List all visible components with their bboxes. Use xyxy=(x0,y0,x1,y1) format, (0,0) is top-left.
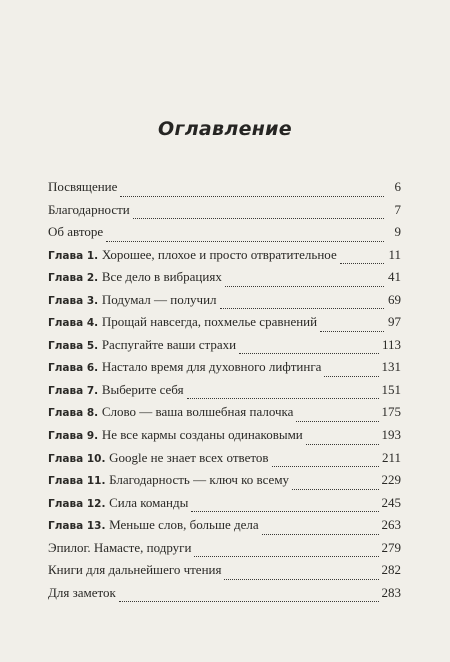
toc-entry xyxy=(48,202,401,225)
page-number: 11 xyxy=(388,246,401,262)
page-number: 263 xyxy=(381,517,401,533)
toc-entry-label xyxy=(48,179,117,195)
toc-entry-label xyxy=(48,202,130,218)
dot-leader xyxy=(262,533,379,535)
toc-entry xyxy=(48,517,401,540)
toc-entry-label xyxy=(48,224,103,240)
page-number: 113 xyxy=(381,336,401,352)
chapter-number: Глава 5. xyxy=(48,339,99,352)
toc-entry xyxy=(48,269,401,292)
toc-entry-label xyxy=(48,540,191,556)
entry-title: Хорошее, плохое и просто отвратительное xyxy=(101,246,337,262)
dot-leader xyxy=(191,510,378,512)
page-title: Оглавление xyxy=(158,118,292,140)
chapter-number: Глава 12. xyxy=(48,497,106,510)
dot-leader xyxy=(220,307,384,309)
page-number: 245 xyxy=(381,494,401,510)
entry-title: Распугайте ваши страхи xyxy=(101,336,237,352)
toc-entry xyxy=(48,179,401,202)
dot-leader xyxy=(324,375,378,377)
chapter-number: Глава 13. xyxy=(48,520,106,533)
entry-title: Меньше слов, больше дела xyxy=(109,517,259,533)
toc-entry xyxy=(48,337,401,360)
toc-entry xyxy=(48,404,401,427)
toc-entry-label xyxy=(48,472,289,488)
entry-title: Все дело в вибрациях xyxy=(101,269,222,285)
toc-entry-label xyxy=(48,517,259,533)
page-number: 283 xyxy=(381,584,401,600)
toc-entry xyxy=(48,224,401,247)
toc-entry-label xyxy=(48,404,293,420)
chapter-number: Глава 6. xyxy=(48,362,99,375)
toc-entry xyxy=(48,562,401,585)
chapter-number: Глава 7. xyxy=(48,384,99,397)
chapter-number: Глава 11. xyxy=(48,475,106,488)
dot-leader xyxy=(120,195,384,197)
page-number: 7 xyxy=(394,201,401,217)
chapter-number: Глава 9. xyxy=(48,430,99,443)
toc-entry-label xyxy=(48,359,321,375)
entry-title: Эпилог. Намасте, подруги xyxy=(48,539,192,555)
entry-title: Настало время для духовного лифтинга xyxy=(101,359,322,375)
dot-leader xyxy=(187,397,379,399)
dot-leader xyxy=(340,262,384,264)
toc-entry-label xyxy=(48,269,222,285)
toc-entry xyxy=(48,359,401,382)
dot-leader xyxy=(306,443,379,445)
chapter-number: Глава 4. xyxy=(48,317,99,330)
page-number: 41 xyxy=(388,269,401,285)
entry-title: Об авторе xyxy=(48,224,104,240)
chapter-number: Глава 2. xyxy=(48,272,99,285)
toc-entry-label xyxy=(48,450,269,466)
chapter-number: Глава 1. xyxy=(48,249,99,262)
dot-leader xyxy=(119,600,379,602)
entry-title: Книги для дальнейшего чтения xyxy=(48,562,222,578)
toc-entry xyxy=(48,427,401,450)
toc-entry-label xyxy=(48,562,221,578)
entry-title: Сила команды xyxy=(109,494,189,510)
page-number: 151 xyxy=(381,381,401,397)
dot-leader xyxy=(225,285,384,287)
entry-title: Не все кармы созданы одинаковыми xyxy=(101,427,303,443)
toc-entry xyxy=(48,472,401,495)
entry-title: Google не знает всех ответов xyxy=(109,449,269,465)
toc-entry xyxy=(48,540,401,563)
page-number: 279 xyxy=(381,539,401,555)
toc-entry xyxy=(48,495,401,518)
chapter-number: Глава 8. xyxy=(48,407,99,420)
page-number: 97 xyxy=(388,314,401,330)
toc-entry-label xyxy=(48,337,236,353)
page-number: 193 xyxy=(381,427,401,443)
toc-entry-label xyxy=(48,382,184,398)
entry-title: Для заметок xyxy=(48,584,116,600)
entry-title: Подумал — получил xyxy=(101,291,217,307)
toc-entry-label xyxy=(48,427,303,443)
page-number: 6 xyxy=(394,179,401,194)
toc-entry xyxy=(48,585,401,608)
toc-entry-label xyxy=(48,495,188,511)
page-number: 131 xyxy=(381,359,401,375)
toc-entry xyxy=(48,247,401,270)
toc-entry xyxy=(48,382,401,405)
page-number: 282 xyxy=(381,562,401,578)
entry-title: Слово — ваша волшебная палочка xyxy=(101,404,294,420)
chapter-number: Глава 3. xyxy=(48,294,99,307)
page-number: 9 xyxy=(394,224,401,240)
toc-entry-label xyxy=(48,314,317,330)
dot-leader xyxy=(292,488,378,490)
page-number: 69 xyxy=(388,291,401,307)
toc-entry xyxy=(48,450,401,473)
table-of-contents xyxy=(48,179,401,607)
dot-leader xyxy=(239,352,379,354)
page-number: 175 xyxy=(381,404,401,420)
dot-leader xyxy=(320,330,384,332)
chapter-number: Глава 10. xyxy=(48,452,106,465)
page-number: 211 xyxy=(381,449,401,465)
toc-entry xyxy=(48,292,401,315)
entry-title: Благодарность — ключ ко всему xyxy=(109,472,290,488)
entry-title: Благодарности xyxy=(48,201,130,217)
toc-entry-label xyxy=(48,292,217,308)
toc-entry-label xyxy=(48,585,116,601)
dot-leader xyxy=(194,555,378,557)
toc-entry-label xyxy=(48,247,337,263)
entry-title: Выберите себя xyxy=(101,381,184,397)
dot-leader xyxy=(272,465,379,467)
dot-leader xyxy=(296,420,378,422)
dot-leader xyxy=(133,217,384,219)
page-number: 229 xyxy=(381,472,401,488)
dot-leader xyxy=(106,240,384,242)
entry-title: Прощай навсегда, похмелье сравнений xyxy=(101,314,318,330)
dot-leader xyxy=(224,578,378,580)
entry-title: Посвящение xyxy=(48,179,118,194)
toc-entry xyxy=(48,314,401,337)
